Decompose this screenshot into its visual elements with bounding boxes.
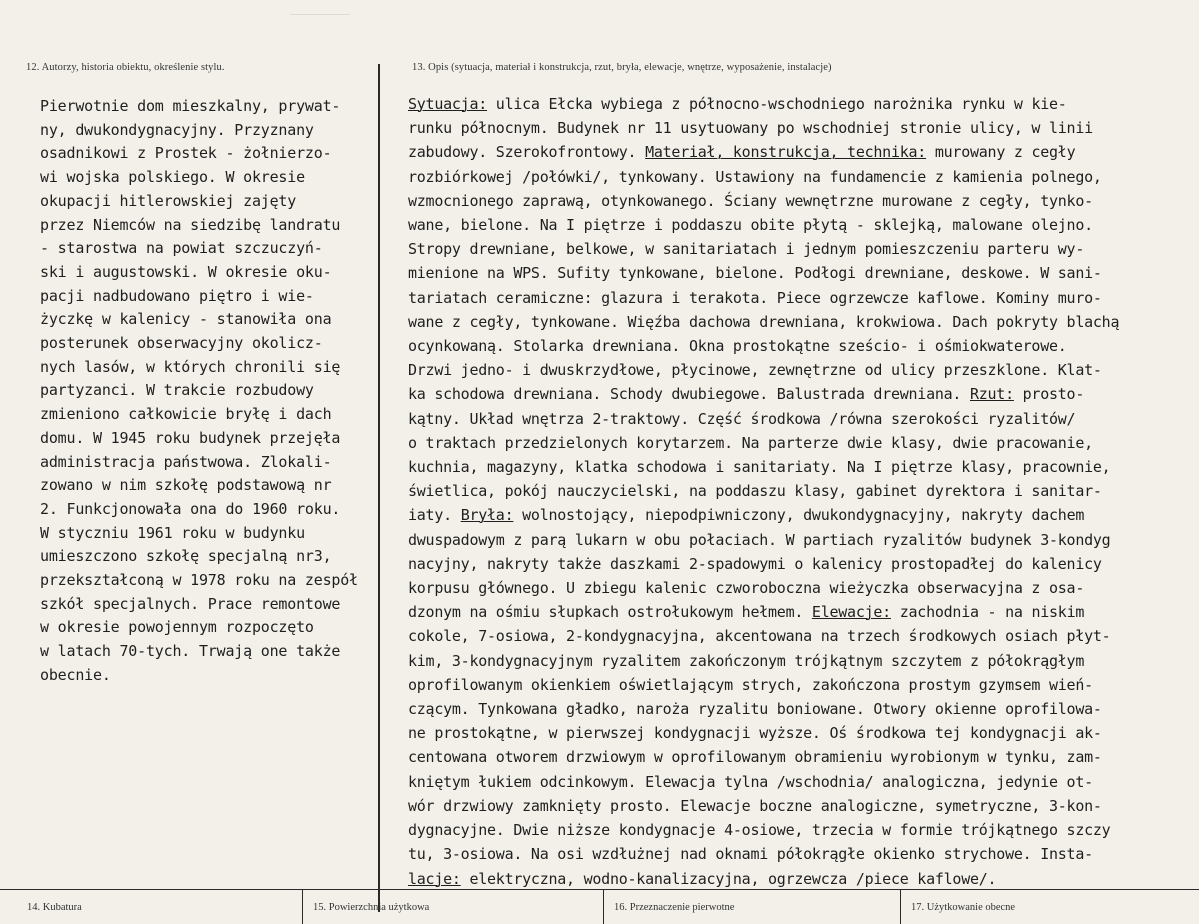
description-text: czącym. Tynkowana gładko, naroża ryzalitu boniowane. Otwory okienne oprofilowa- [408,700,1102,719]
section-label: Rzut: [969,385,1014,404]
description-line [408,261,1198,285]
history-line: ny, dwukondygnacyjny. Przyznany [40,120,314,139]
description-line [408,140,1198,164]
description-text-column [408,92,1198,891]
description-text: świetlica, pokój nauczycielski, na poddaszu klasy, gabinet dyrektora i sanitar- [408,482,1102,501]
description-line [408,431,1198,455]
history-line: wi wojska polskiego. W okresie [40,168,305,187]
description-line [408,600,1198,624]
footer-cell-przeznaczenie [603,890,735,924]
section-13-header: 13. Opis (sytuacja, materiał i konstrukcja, rzut, bryła, elewacje, wnętrze, wyposażenie, instalacje) [412,62,832,73]
history-line: - starostwa na powiat szczuczyń- [40,239,323,258]
history-text-column [40,95,380,688]
description-line [408,794,1198,818]
description-line [408,92,1198,116]
footer-label-przeznaczenie: 16. Przeznaczenie pierwotne [614,902,735,913]
history-line: zmieniono całkowicie bryłę i dach [40,405,332,424]
description-text: nacyjny, nakryty także daszkami 2-spadowymi o kalenicy prostopadłej do kalenicy [408,554,1102,573]
description-line [408,237,1198,261]
description-text: wór drzwiowy zamknięty prosto. Elewacje boczne analogiczne, symetryczne, 3-kon- [408,796,1102,815]
history-line: 2. Funkcjonowała ona do 1960 roku. [40,499,341,518]
description-line [408,455,1198,479]
section-label: Sytuacja: [408,95,488,113]
description-text: kniętym łukiem odcinkowym. Elewacja tylna /wschodnia/ analogiczna, jedynie ot- [408,772,1093,791]
history-line: obecnie. [40,665,111,684]
history-line: w okresie powojennym rozpoczęto [40,618,314,637]
history-line: szkół specjalnych. Prace remontowe [40,594,341,613]
history-line: pacji nadbudowano piętro i wie- [40,286,314,305]
history-line: umieszczono szkołę specjalną nr3, [40,547,332,566]
section-label: Materiał, konstrukcja, technika: [645,143,927,162]
section-12-header: 12. Autorzy, historia obiektu, określenie stylu. [26,62,225,73]
history-line: życzkę w kalenicy - stanowiła ona [40,310,332,329]
description-line [408,818,1198,842]
history-line: nych lasów, w których chronili się [40,357,341,376]
description-line [408,721,1198,745]
description-text: kątny. Układ wnętrza 2-traktowy. Część środkowa /równa szerokości ryzalitów/ [408,409,1076,428]
description-line [408,576,1198,600]
history-line: w latach 70-tych. Trwają one także [40,642,341,661]
history-line: przekształconą w 1978 roku na zespół [40,571,358,590]
description-line [408,165,1198,189]
description-text: mienione na WPS. Sufity tynkowane, bielone. Podłogi drewniane, deskowe. W sani- [408,264,1102,283]
description-line [408,310,1198,334]
description-line [408,867,1198,891]
description-line [408,286,1198,310]
description-line [408,382,1198,406]
description-text: ocynkowaną. Stolarka drewniana. Okna prostokątne sześcio- i ośmiokwaterowe. [408,337,1067,356]
description-text: wane z cegły, tynkowane. Więźba dachowa drewniana, krokwiowa. Dach pokryty blachą [408,312,1120,331]
section-label: Elewacje: [811,603,891,622]
description-text: runku północnym. Budynek nr 11 usytuowany po wschodniej stronie ulicy, w linii [408,119,1093,138]
description-text: wzmocnionego zaprawą, otynkowanego. Ściany wewnętrzne murowane z cegły, tynko- [408,191,1093,210]
footer-table [0,889,1199,924]
description-text: ulica Ełcka wybiega z północno-wschodniego narożnika rynku w kie- [487,95,1067,113]
footer-label-powierzchnia: 15. Powierzchnia użytkowa [313,902,430,913]
description-line [408,116,1198,140]
description-text: korpusu głównego. U zbiegu kalenic czworoboczna wieżyczka obserwacyjna z osa- [408,579,1085,598]
history-line: okupacji hitlerowskiej zajęty [40,191,297,210]
description-text: zabudowy. Szerokofrontowy. [408,143,646,162]
description-line [408,649,1198,673]
faint-stamp-mark [290,14,350,25]
description-text: ka schodowa drewniana. Schody dwubiegowe. Balustrada drewniana. [408,385,970,404]
description-text: tu, 3-osiowa. Na osi wzdłużnej nad oknami półokrągłe okienko strychowe. Insta- [408,845,1093,864]
description-text: cokole, 7-osiowa, 2-kondygnacyjna, akcentowana na trzech środkowych osiach płyt- [408,627,1111,646]
section-label: lacje: [408,869,461,888]
description-text: centowana otworem drzwiowym w oprofilowanym obramieniu wyrobionym w tynku, zam- [408,748,1102,767]
description-line [408,334,1198,358]
description-line [408,673,1198,697]
history-line: osadnikowi z Prostek - żołnierzo- [40,144,332,163]
description-text: Stropy drewniane, belkowe, w sanitariatach i jednym pomieszczeniu parteru wy- [408,240,1085,259]
description-line [408,479,1198,503]
description-text: ne prostokątne, w pierwszej kondygnacji wyższe. Oś środkowa tej kondygnacji ak- [408,724,1102,743]
description-text: dygnacyjne. Dwie niższe kondygnacje 4-osiowe, trzecia w formie trójkątnego szczy [408,821,1111,840]
description-line [408,842,1198,866]
history-line: administracja państwowa. Zlokali- [40,452,332,471]
footer-label-uzytkowanie: 17. Użytkowanie obecne [911,902,1016,913]
description-line [408,503,1198,527]
description-text: dwuspadowym z parą lukarn w obu połaciach. W partiach ryzalitów budynek 3-kondyg [408,530,1111,549]
description-text: o traktach przedzielonych korytarzem. Na parterze dwie klasy, dwie pracowanie, [408,433,1093,452]
history-line: zowano w nim szkołę podstawową nr [40,476,332,495]
footer-label-kubatura: 14. Kubatura [27,902,82,913]
history-line: domu. W 1945 roku budynek przejęła [40,428,341,447]
description-text: Drzwi jedno- i dwuskrzydłowe, płycinowe, zewnętrzne od ulicy przeszklone. Klat- [408,361,1102,380]
description-line [408,407,1198,431]
section-label: Bryła: [460,506,514,525]
footer-cell-uzytkowanie [900,890,1016,924]
footer-cell-powierzchnia [302,890,430,924]
description-text: wane, bielone. Na I piętrze i poddaszu obite płytą - sklejką, malowane olejno. [408,216,1093,235]
description-line [408,528,1198,552]
description-text: iaty. [408,506,461,525]
history-line: W styczniu 1961 roku w budynku [40,523,305,542]
description-text: wolnostojący, niepodpiwniczony, dwukondygnacyjny, nakryty dachem [513,506,1085,525]
description-line [408,624,1198,648]
history-line: partyzanci. W trakcie rozbudowy [40,381,314,400]
description-line [408,358,1198,382]
description-line [408,745,1198,769]
description-line [408,213,1198,237]
description-text: dzonym na ośmiu słupkach ostrołukowym hełmem. [408,603,812,622]
description-text: kim, 3-kondygnacyjnym ryzalitem zakończonym trójkątnym szczytem z półokrągłym [408,651,1085,670]
description-text: prosto- [1013,385,1085,404]
description-text: rozbiórkowej /połówki/, tynkowany. Ustawiony na fundamencie z kamienia polnego, [408,167,1102,186]
history-line: przez Niemców na siedzibę landratu [40,215,341,234]
description-text: kuchnia, magazyny, klatka schodowa i sanitariaty. Na I piętrze klasy, pracownie, [408,458,1111,477]
description-text: oprofilowanym okienkiem oświetlającym strych, zakończona prostym gzymsem wień- [408,675,1093,694]
history-line: Pierwotnie dom mieszkalny, prywat- [40,97,341,115]
description-line [408,189,1198,213]
history-line: ski i augustowski. W okresie oku- [40,262,332,281]
description-line [408,552,1198,576]
history-line: posterunek obserwacyjny okolicz- [40,334,323,353]
description-text: zachodnia - na niskim [890,603,1085,622]
description-text: tariatach ceramiczne: glazura i terakota. Piece ogrzewcze kaflowe. Kominy muro- [408,288,1102,307]
description-text: murowany z cegły [926,143,1076,162]
description-line [408,697,1198,721]
description-text: elektryczna, wodno-kanalizacyjna, ogrzewcza /piece kaflowe/. [460,869,997,888]
description-line [408,770,1198,794]
